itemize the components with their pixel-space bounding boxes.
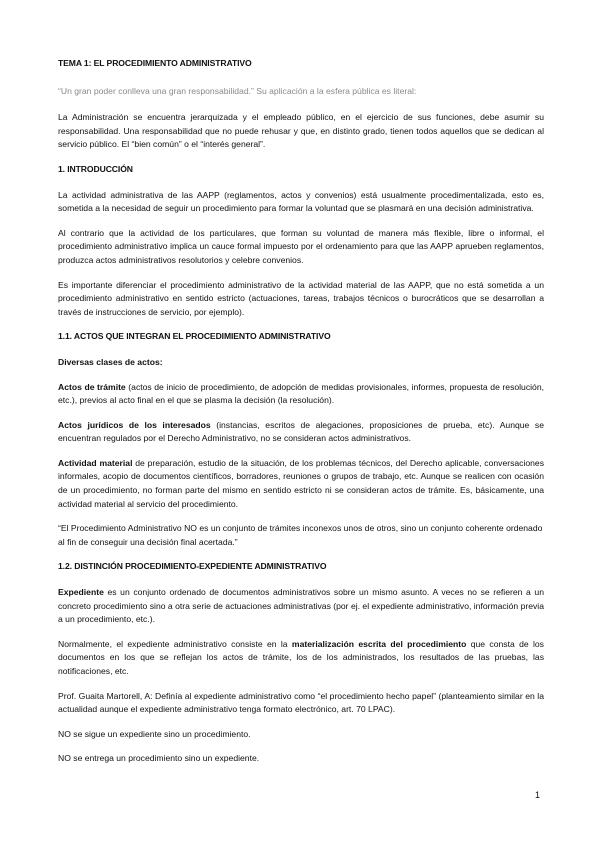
page-number: 1 bbox=[534, 790, 540, 800]
acts-item-actividad-material: Actividad material de preparación, estudio de la situación, de los problemas técnicos, del Derecho aplicable, conversaciones informales, acopio de documentos científicos, borradores, reuniones o grupos de trabajo, etc. Aunque se realicen con ocasión de un procedimiento, no forman parte del mismo en sentido estricto ni se consideran actos de trámite. Es, básicamente, una actividad material al servicio del procedimiento. bbox=[58, 457, 545, 509]
intro-paragraph: La Administración se encuentra jerarquizada y el empleado público, en el ejercicio de sus funciones, debe asumir su responsabilidad. Una responsabilidad que no puede rehusar y que, en distinto grado, tienen todos aquellos que se dedican al servicio público. El “bien común” o el “interés general”. bbox=[58, 112, 544, 150]
procedure-quote: “El Procedimiento Administrativo NO es un conjunto de trámites inconexos unos de otros, sino un conjunto coherente ordenado al fin de conseguir una decisión final acertada.” bbox=[58, 523, 543, 547]
expediente-definition: Expediente es un conjunto ordenado de documentos administrativos sobre un mismo asunto. A veces no se refieren a un concreto procedimiento sino a otra serie de actuaciones administrativas (por ej. el expediente administrativo, información previa a un procedimiento, etc.). bbox=[58, 587, 544, 625]
section-1-2-heading: 1.2. DISTINCIÓN PROCEDIMIENTO-EXPEDIENTE ADMINISTRATIVO bbox=[58, 561, 327, 572]
statement-sigue: NO se sigue un expediente sino un procedimiento. bbox=[58, 728, 251, 739]
section-1-1-subheading: Diversas clases de actos: bbox=[58, 356, 163, 367]
guaita-citation: Prof. Guaita Martorell, A: Definía al expediente administrativo como “el procedimiento hecho papel” (planteamiento similar en la actualidad aunque el expediente administrativo tenga formato electrónico, art. 70 LPAC). bbox=[58, 690, 544, 715]
section-1-1-heading: 1.1. ACTOS QUE INTEGRAN EL PROCEDIMIENTO ADMINISTRATIVO bbox=[58, 331, 331, 342]
section-1-paragraph-2: Al contrario que la actividad de los particulares, que forman su voluntad de manera más flexible, libre o informal, el procedimiento administrativo implica un cauce formal impuesto por el ordenamiento para que las AAPP aprueben reglamentos, produzca actos administrativos resolutorios y celebre convenios. bbox=[58, 227, 544, 265]
document-title: TEMA 1: EL PROCEDIMIENTO ADMINISTRATIVO bbox=[58, 58, 252, 68]
section-1-heading: 1. INTRODUCCIÓN bbox=[58, 163, 133, 174]
section-1-paragraph-3: Es importante diferenciar el procedimiento administrativo de la actividad material de las AAPP, que no está sometida a un procedimiento administrativo en sentido estricto (actuaciones, tareas, trabajos técnicos o burocráticos que se desarrollan a través de instrucciones de servicio, por ejemplo). bbox=[58, 279, 544, 317]
document-page bbox=[58, 57, 544, 766]
section-1-paragraph-1: La actividad administrativa de las AAPP (reglamentos, actos y convenios) está usualmente procedimentalizada, esto es, sometida a la necesidad de seguir un procedimiento para formar la voluntad que se plasmará en una decisión administrativa. bbox=[58, 189, 544, 214]
acts-item-tramite: Actos de trámite (actos de inicio de procedimiento, de adopción de medidas provisionales, informes, propuesta de resolución, etc.), previos al acto final en el que se plasma la decisión (la resolución). bbox=[58, 381, 544, 406]
statement-entrega: NO se entrega un procedimiento sino un expediente. bbox=[58, 753, 260, 764]
epigraph: “Un gran poder conlleva una gran responsabilidad.” Su aplicación a la esfera pública es literal: bbox=[58, 85, 417, 96]
acts-item-interesados: Actos jurídicos de los interesados (instancias, escritos de alegaciones, proposiciones de prueba, etc). Aunque se encuentran regulados por el Derecho Administrativo, no se consideran actos administrativos. bbox=[58, 419, 544, 444]
expediente-materializacion: Normalmente, el expediente administrativo consiste en la materialización escrita del procedimiento que consta de los documentos en los que se reflejan los actos de trámite, los de los administrados, los resultados de las pruebas, las notificaciones, etc. bbox=[58, 638, 544, 676]
